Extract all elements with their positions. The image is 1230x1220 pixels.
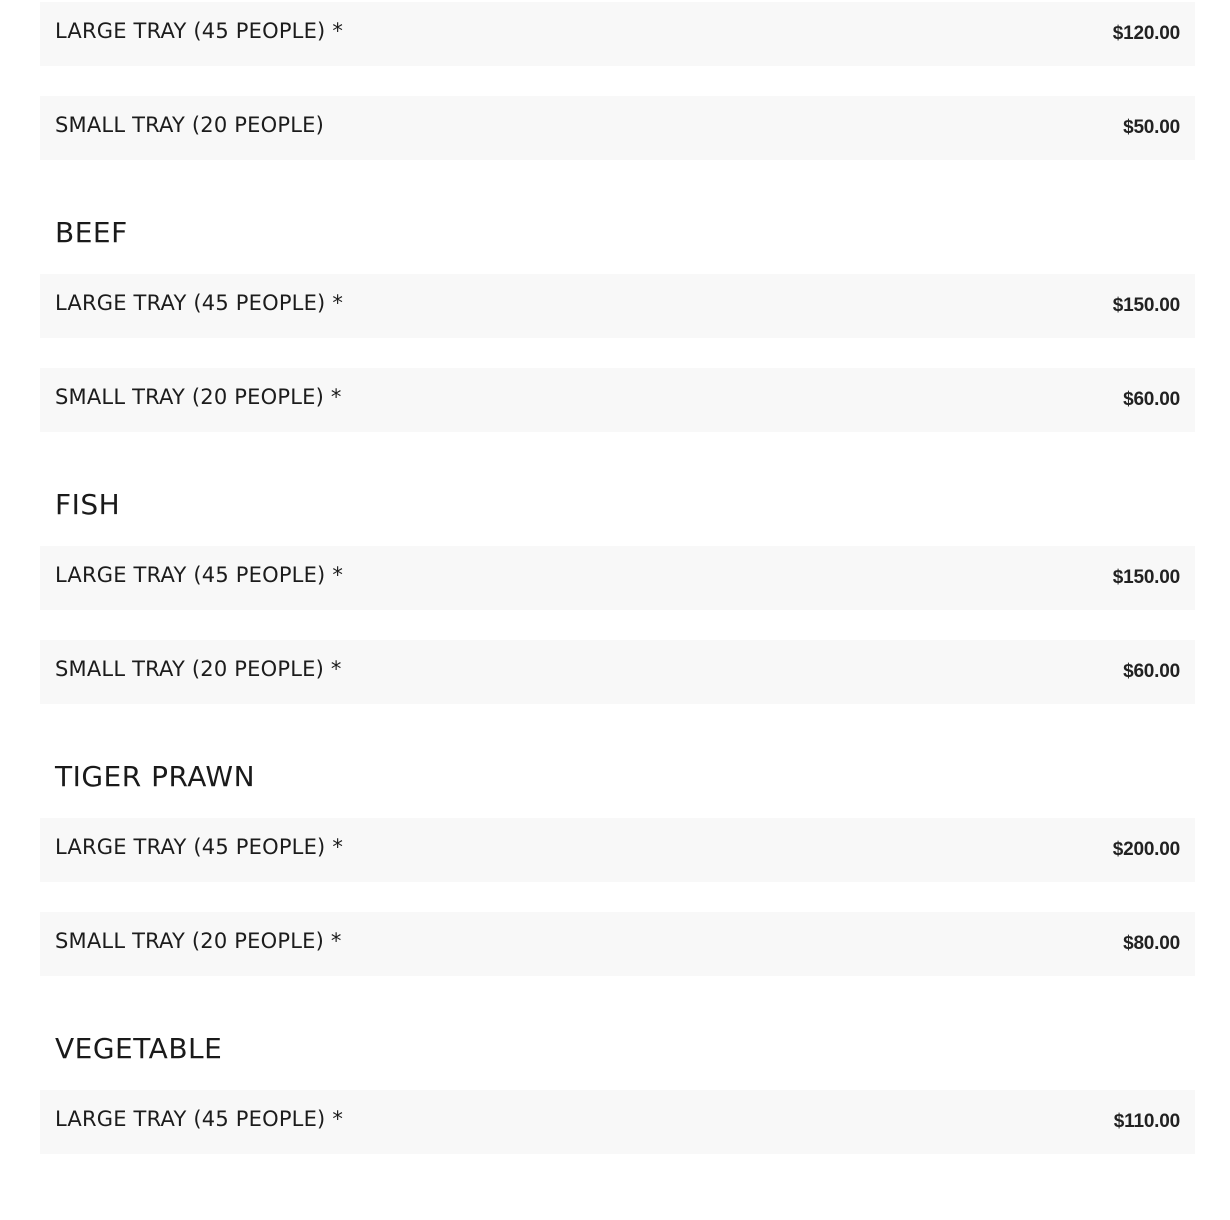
menu-item-price: $60.00 <box>1123 389 1180 410</box>
section-title-vegetable: VEGETABLE <box>55 1032 223 1065</box>
section-title-fish: FISH <box>55 488 121 521</box>
menu-item-row[interactable] <box>40 640 1195 704</box>
menu-item-label: LARGE TRAY (45 PEOPLE) * <box>55 835 344 859</box>
menu-item-price: $110.00 <box>1113 1111 1180 1132</box>
section-title-beef: BEEF <box>55 216 128 249</box>
menu-item-label: SMALL TRAY (20 PEOPLE) * <box>55 385 342 409</box>
catering-menu <box>40 2 1195 1154</box>
menu-item-label: SMALL TRAY (20 PEOPLE) * <box>55 657 342 681</box>
menu-item-row[interactable] <box>40 96 1195 160</box>
menu-item-price: $50.00 <box>1123 117 1180 138</box>
menu-item-row[interactable] <box>40 1090 1195 1154</box>
menu-item-label: LARGE TRAY (45 PEOPLE) * <box>55 291 344 315</box>
menu-item-row[interactable] <box>40 2 1195 66</box>
menu-item-price: $120.00 <box>1112 23 1180 44</box>
menu-item-row[interactable] <box>40 546 1195 610</box>
menu-item-price: $150.00 <box>1112 567 1180 588</box>
menu-item-row[interactable] <box>40 368 1195 432</box>
menu-item-label: LARGE TRAY (45 PEOPLE) * <box>55 1107 344 1131</box>
menu-item-label: SMALL TRAY (20 PEOPLE) <box>55 113 324 137</box>
section-title-tiger-prawn: TIGER PRAWN <box>55 760 256 793</box>
menu-item-label: SMALL TRAY (20 PEOPLE) * <box>55 929 342 953</box>
menu-item-label: LARGE TRAY (45 PEOPLE) * <box>55 19 344 43</box>
menu-item-row[interactable] <box>40 274 1195 338</box>
menu-item-label: LARGE TRAY (45 PEOPLE) * <box>55 563 344 587</box>
menu-item-row[interactable] <box>40 912 1195 976</box>
menu-item-price: $80.00 <box>1123 933 1180 954</box>
menu-item-row[interactable] <box>40 818 1195 882</box>
menu-item-price: $150.00 <box>1112 295 1180 316</box>
menu-item-price: $60.00 <box>1123 661 1180 682</box>
menu-item-price: $200.00 <box>1112 839 1180 860</box>
